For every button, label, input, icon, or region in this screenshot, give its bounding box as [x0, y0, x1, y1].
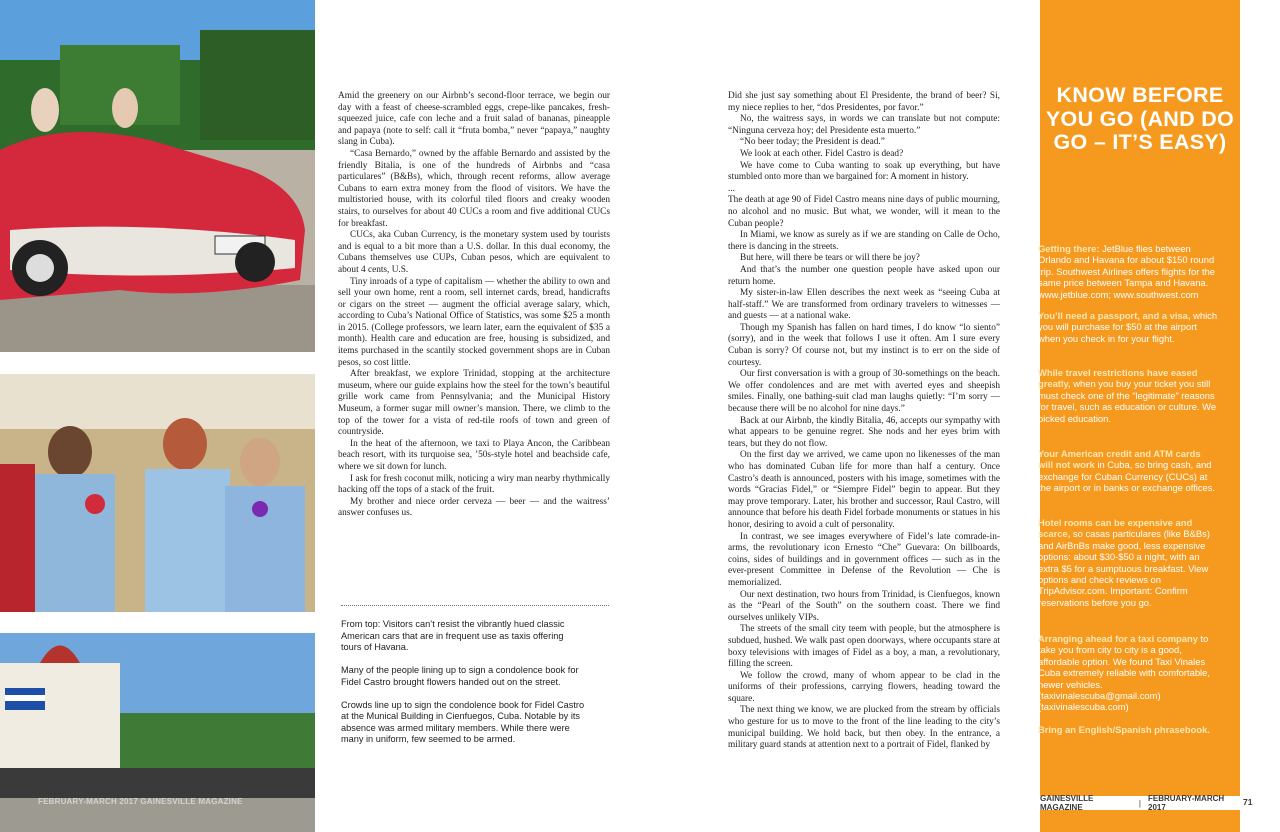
tip-taxi-company [1038, 633, 1218, 713]
footer-separator: | [1138, 798, 1141, 808]
caption: Crowds line up to sign the condolence book for Fidel Castro at the Munical Building in Cienfuegos, Cuba. Notable by its absence was armed military members. While there were many in uniform, few seemed to be armed. [341, 699, 585, 744]
page-footer [1040, 796, 1240, 810]
paragraph: We follow the crowd, many of whom appear to be clad in the uniforms of their professions, carrying flowers, heading toward the square. [728, 670, 1000, 704]
paragraph: Our first conversation is with a group of 30-somethings on the beach. We offer condolences and are met with averted eyes and sheepish smiles. Finally, one bathing-suit clad man laughs quietly: “I’m sorry — because there will be no alcohol for nine days.” [728, 369, 1000, 415]
paragraph: “Casa Bernardo,” owned by the affable Bernardo and assisted by the friendly Bitalia, is one of the hundreds of Airbnbs and “casa particulares” (B&Bs), which, through recent reforms, allow average Cubans to earn extra money from the flood of visitors. We have the multistoried house, with its colorful tiled floors and creaky wooden stairs, to ourselves for about 40 CUCs a room and five additional CUCs for breakfast. [338, 148, 610, 229]
paragraph: Amid the greenery on our Airbnb’s second-floor terrace, we begin our day with a feast of cheese-scrambled eggs, crepe-like pancakes, fresh-squeezed juice, cafe con leche and a fruit salad of bananas, pineapple and papaya (note to self: call it “fruta bomba,” never “papaya,” naughty slang in Cuba). [338, 91, 610, 148]
paragraph: My brother and niece order cerveza — beer — and the waitress’ answer confuses us. [338, 496, 610, 519]
tip-body: which you will purchase for $50 at the airport when you check in for your flight. [1038, 310, 1218, 344]
paragraph: Back at our Airbnb, the kindly Bitalia, 46, accepts our sympathy with what appears to be genuine regret. She nods and her eyes brim with tears, but they do not flow. [728, 415, 1000, 449]
tip-phrasebook [1038, 724, 1218, 735]
paragraph: In contrast, we see images everywhere of Fidel’s late comrade-in-arms, the revolutionary icon Ernesto “Che” Guevara: On billboards, coins, sides of buildings and in government offices — such as in the ever-present Committee in Defense of the Revolution — Che is memorialized. [728, 531, 1000, 588]
caption: Many of the people lining up to sign a condolence book for Fidel Castro brought flowers handed out on the street. [341, 665, 579, 687]
magazine-name: GAINESVILLE MAGAZINE [1040, 794, 1094, 812]
page-number: 71 [1243, 797, 1253, 807]
paragraph: Our next destination, two hours from Trinidad, is Cienfuegos, known as the “Pearl of the South” on the southern coast. There we find ourselves unlikely VIPs. [728, 589, 1000, 623]
photo-condolence-crowd [0, 374, 315, 612]
tip-body: to take you from city to city is a good, affordable option. We found Taxi Vinales Cuba extremely reliable with comfortable, newer vehicles. (taxivinalescuba@gmail.com) (taxivinalescuba.com) [1038, 633, 1210, 713]
paragraph: We have come to Cuba wanting to soak up everything, but have stumbled onto more than we bargained for: A moment in history. [728, 160, 1000, 183]
paragraph: In Miami, we know as surely as if we are standing on Calle de Ocho, there is dancing in the streets. [728, 230, 1000, 252]
paragraph: Did she just say something about El Presidente, the brand of beer? Si, my niece replies to her, “dos Presidentes, por favor.” [728, 91, 1000, 113]
paragraph: No, the waitress says, in words we can translate but not compute: “Ninguna cerveza hoy; del Presidente esta muerto.” [728, 114, 1000, 136]
paragraph: But here, will there be tears or will there be joy? [740, 253, 920, 264]
left-page-footer: FEBRUARY-MARCH 2017 GAINESVILLE MAGAZINE [38, 797, 243, 806]
paragraph: Though my Spanish has fallen on hard times, I do know “lo siento” (sorry), and in the week that follows I use it often. Am I sure every Cuban is sorry? Of course not, but my instinct is to err on the side of courtesy. [728, 322, 1000, 368]
tip-passport [1038, 310, 1218, 344]
tip-lead: Arranging ahead for a taxi company [1038, 633, 1198, 644]
article-column-1 [338, 91, 610, 520]
tip-travel-restrictions [1038, 367, 1218, 424]
photo-captions [341, 619, 586, 757]
paragraph: I ask for fresh coconut milk, noticing a wiry man nearby rhythmically hacking off the tops of a stack of the fruit. [338, 473, 610, 496]
tip-lead: Your American credit and ATM cards will not work [1038, 448, 1201, 471]
paragraph: And that’s the number one question people have asked upon our return home. [728, 264, 1000, 287]
paragraph: The streets of the small city teem with people, but the atmosphere is subdued, hushed. We walk past open doorways, where occupants stare at boxy televisions with images of Fidel as a boy, a man, a revolutionary, filling the screen. [728, 624, 1000, 670]
tip-body: JetBlue flies between Orlando and Havana for about $150 round trip. Southwest Airlines offers flights for the same price between Tampa and Havana. www.jetblue.com; www.southwest.com [1038, 243, 1215, 300]
article-column-2 [728, 91, 1000, 752]
paragraph: Tiny inroads of a type of capitalism — whether the ability to own and sell your own home, rent a room, sell internet cards, bread, handicrafts or cigars on the street — augment the official average salary, which, according to Cuba’s National Office of Statistics, was some $25 a month in 2015. (College professors, we learn later, earn the equivalent of $35 a month). Health care and education are free, housing is subsidized, and items purchased in the scantily stocked government shops are in Cuban pesos, so cost little. [338, 276, 610, 368]
tip-body: in Cuba, so bring cash, and exchange for Cuban Currency (CUCs) at the airport or in banks or exchange offices. [1038, 459, 1216, 494]
paragraph: After breakfast, we explore Trinidad, stopping at the architecture museum, where our guide explains how the steel for the town’s beautiful grille work came from Pennsylvania; and the Municipal History Museum, a former sugar mill owner’s mansion. There, we climb to the top of the tower for a vista of red-tile roofs of town and green of countryside. [338, 369, 610, 438]
paragraph: On the first day we arrived, we came upon no likenesses of the man who has dominated Cuban life for more than half a century. Once Castro’s death is announced, posters with his image, sometimes with the words “Gracias Fidel,” or “Siempre Fidel” begin to appear. But they may prove temporary. Later, his brother and successor, Raul Castro, will announce that before his death Fidel forbade monuments or statues in his honor, desiring to avoid a cult of personality. [728, 450, 1000, 530]
paragraph: “No beer today; the President is dead.” [740, 137, 885, 148]
tip-lead: You’ll need a passport, and a visa, [1038, 310, 1191, 321]
caption-divider [341, 605, 609, 606]
tip-lead: Hotel rooms can be expensive and scarce, [1038, 517, 1193, 540]
tip-credit-cards [1038, 448, 1218, 494]
issue-date: FEBRUARY-MARCH 2017 [1148, 794, 1225, 812]
tip-body: when you buy your ticket you still must check one of the “legitimate” reasons for travel, such as education or culture. We picked education. [1038, 378, 1217, 424]
tip-lead: Getting there: [1038, 243, 1100, 254]
tip-lead: While travel restrictions have eased greatly, [1038, 367, 1198, 390]
sidebar-title: KNOW BEFORE YOU GO (AND DO GO – IT’S EASY) [1045, 83, 1235, 154]
paragraph: ... [728, 183, 735, 194]
photo-classic-car [0, 0, 315, 352]
paragraph: The next thing we know, we are plucked from the stream by officials who gesture for us to move to the front of the line leading to the city’s municipal building. We hold back, but then obey. In the entrance, a military guard stands at attention next to a portrait of Fidel, flanked by [728, 705, 1000, 751]
paragraph: My sister-in-law Ellen describes the next week as “seeing Cuba at half-staff.” We are transformed from ordinary travelers to witnesses — and guests — at a national wake. [728, 288, 1000, 322]
tip-lead: Bring an English/Spanish phrasebook. [1038, 724, 1210, 735]
tip-getting-there [1038, 243, 1218, 300]
caption: From top: Visitors can’t resist the vibrantly hued classic American cars that are in frequent use as taxis offering tours of Havana. [341, 619, 565, 652]
tip-body: so casas particulares (like B&Bs) and AirBnBs make good, less expensive options: about $30-$50 a night, with an extra $5 for a sumptuous breakfast. View options and check reviews on TripAdvisor.com. Important: Confirm reservations before you go. [1038, 528, 1210, 608]
tip-hotel-rooms [1038, 517, 1218, 608]
paragraph: In the heat of the afternoon, we taxi to Playa Ancon, the Caribbean beach resort, with its turquoise sea, ’50s-style hotel and beachside cafe, where we sit down for lunch. [338, 438, 610, 472]
paragraph: The death at age 90 of Fidel Castro means nine days of public mourning, no alcohol and no music. But what, we wonder, will it mean to the Cuban people? [728, 195, 1000, 229]
paragraph: We look at each other. Fidel Castro is dead? [740, 148, 904, 159]
paragraph: CUCs, aka Cuban Currency, is the monetary system used by tourists and is equal to a bit more than a U.S. dollar. In this dual economy, the Cubans themselves use CUPs, Cuban pesos, which are equivalent to about 4 cents, U.S. [338, 230, 610, 275]
